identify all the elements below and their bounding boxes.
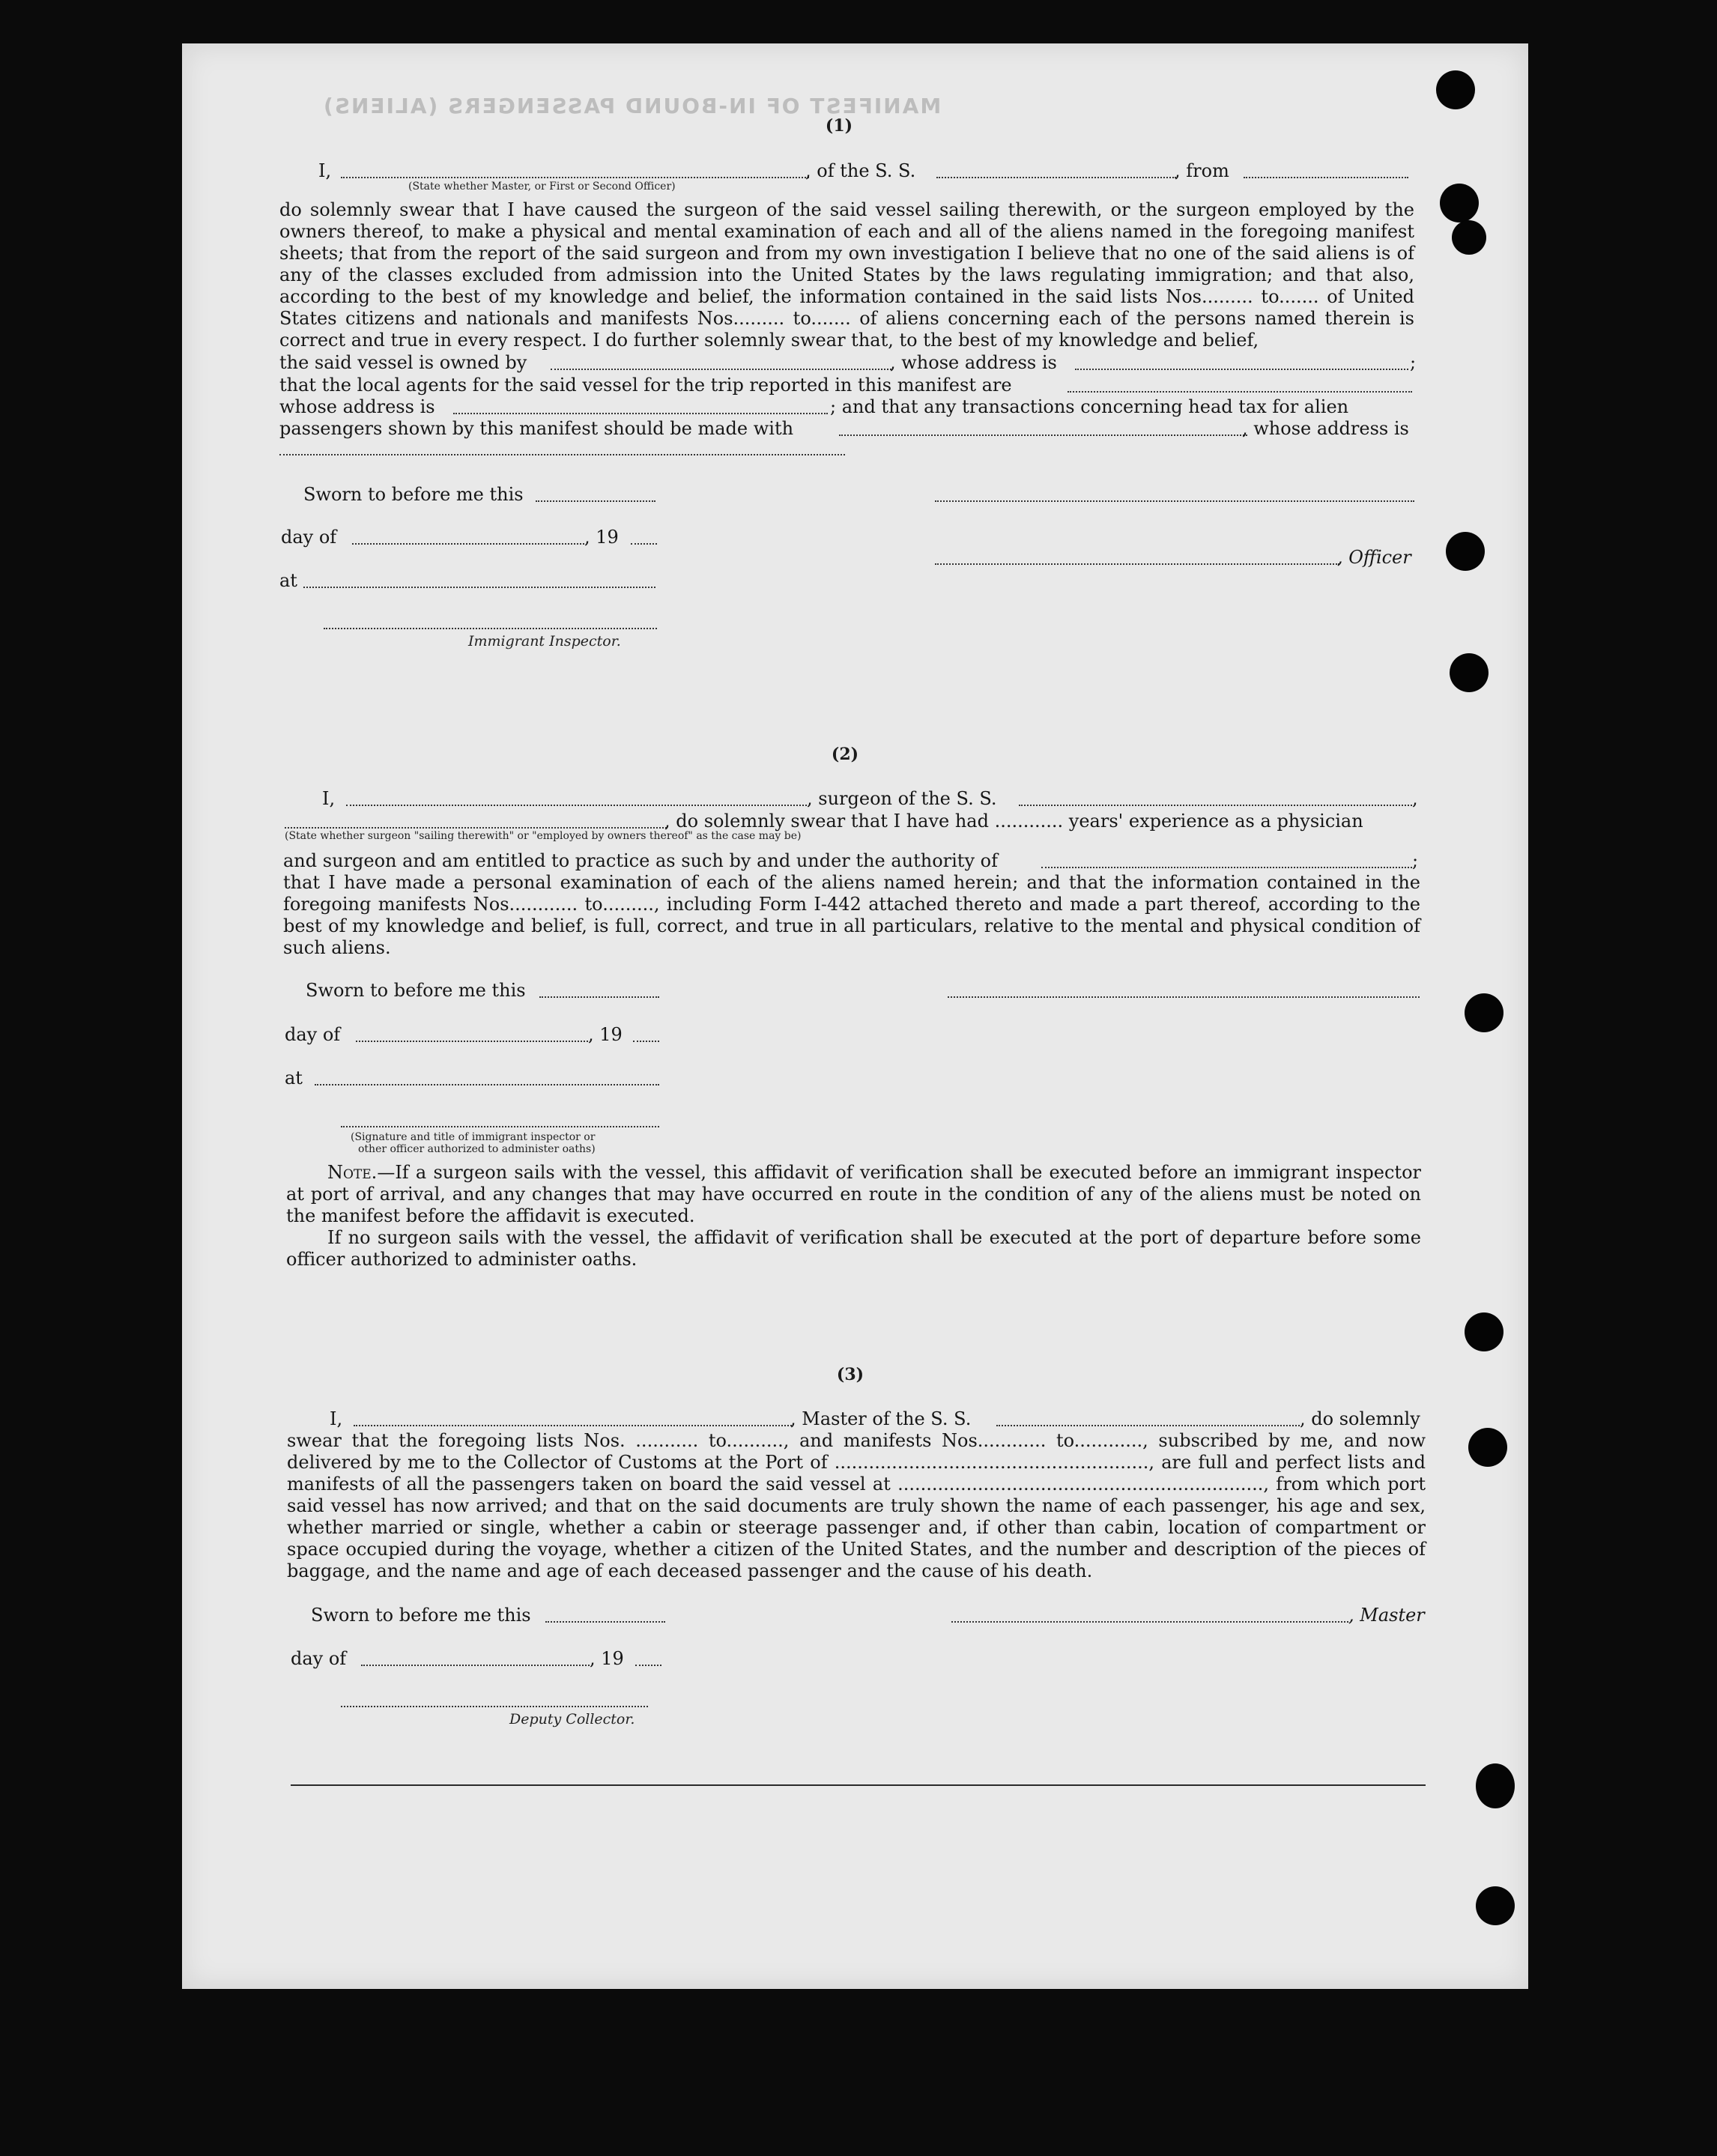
- s2-authority: and surgeon and am entitled to practice as such by and under the authority of: [283, 850, 998, 871]
- s2-year-line: [633, 1041, 659, 1042]
- bleed-through-header: MANIFEST OF IN-BOUND PASSENGERS (ALIENS): [322, 94, 942, 118]
- punch-hole: [1468, 1428, 1507, 1467]
- s2-note-label: Note.: [327, 1162, 378, 1183]
- s2-solemnly: , do solemnly swear that I have had ............ years' experience as a physician: [664, 811, 1363, 832]
- s1-day-of: day of: [281, 527, 337, 548]
- section-3-title: (3): [836, 1365, 864, 1384]
- s2-day-of: day of: [285, 1024, 341, 1045]
- s1-semicolon: ;: [1410, 352, 1417, 373]
- section-2-title: (2): [831, 745, 859, 764]
- s1-nineteen: , 19: [584, 527, 619, 548]
- s1-sworn: Sworn to before me this: [303, 484, 524, 505]
- s2-sig-line: [948, 996, 1420, 998]
- s1-whose-address-2: , whose address is: [1242, 418, 1409, 439]
- s1-head-tax: ; and that any transactions concerning head tax for alien: [830, 396, 1349, 417]
- s1-head-tax-address-line: [279, 454, 845, 455]
- s1-at-line: [303, 587, 655, 588]
- s2-sig-hint-1: (Signature and title of immigrant inspector or: [351, 1131, 596, 1143]
- s3-collector-sig-line: [341, 1706, 648, 1707]
- s3-sworn: Sworn to before me this: [311, 1605, 531, 1626]
- punch-hole: [1446, 532, 1485, 571]
- s1-year-line: [631, 543, 657, 545]
- s3-master-label: , Master: [1348, 1605, 1425, 1626]
- s2-note: [286, 1162, 1421, 1227]
- s1-officer-sig-line-2: [935, 563, 1339, 565]
- s3-sworn-line: [545, 1621, 665, 1623]
- bottom-rule: [291, 1784, 1426, 1786]
- punch-hole: [1465, 993, 1503, 1032]
- s1-officer-label: , Officer: [1337, 547, 1411, 568]
- s1-ship-name-line: [936, 177, 1176, 178]
- s1-owner-address-line: [1075, 369, 1408, 370]
- s3-year-line: [635, 1665, 661, 1666]
- s1-i: I,: [318, 160, 332, 181]
- punch-hole: [1436, 70, 1475, 109]
- s3-i: I,: [330, 1408, 343, 1429]
- s2-surgeon-of: , surgeon of the S. S.: [807, 788, 997, 809]
- s3-body: swear that the foregoing lists Nos. ........... to.........., and manifests Nos............ to............, subscribed by me, and now delivered by me to the Collector of Customs at the Port of ......................................................., are full and perfect lists and manifests of all the passengers taken on board the said vessel at ................................................................, from which port said vessel has now arrived; and that on the said documents are truly shown the name of each passenger, his age and sex, whether married or single, whether a cabin or steerage passenger and, if other than cabin, location of compartment or space occupied during the voyage, whether a citizen of the United States, and the number and description of the pieces of baggage, and the name and age of each deceased passenger and the cause of his death.: [287, 1430, 1426, 1581]
- s2-authority-line: [1041, 867, 1412, 868]
- s2-comma: ,: [1412, 788, 1418, 809]
- s2-sig-hint-2: other officer authorized to administer oaths): [358, 1143, 596, 1155]
- s2-surgeon-name-line: [346, 805, 807, 806]
- s2-day-line: [356, 1041, 588, 1042]
- s3-master-sig-line: [951, 1621, 1348, 1623]
- s3-master-of: , Master of the S. S.: [790, 1408, 972, 1429]
- s1-body: do solemnly swear that I have caused the surgeon of the said vessel sailing therewith, or the surgeon employed by the owners thereof, to make a physical and mental examination of each and all of the aliens named in the foregoing manifest sheets; that from the report of the said surgeon and from my own investigation I believe that no one of the said aliens is of any of the classes excluded from admission into the United States by the laws regulating immigration; and that also, according to the best of my knowledge and belief, the information contained in the said lists Nos......... to....... of United States citizens and nationals and manifests Nos......... to....... of aliens concerning each of the persons named therein is correct and true in every respect. I do further solemnly swear that, to the best of my knowledge and belief,: [279, 199, 1414, 351]
- s1-officer-name-line: [341, 177, 809, 178]
- s2-note-text: —If a surgeon sails with the vessel, this affidavit of verification shall be executed before an immigrant inspector at port of arrival, and any changes that may have occurred en route in the condition of any of the aliens must be noted on the manifest before the affidavit is executed.: [286, 1162, 1421, 1226]
- s1-from-line: [1244, 177, 1408, 178]
- s3-day-of: day of: [291, 1648, 347, 1669]
- punch-hole: [1440, 184, 1479, 222]
- s1-from: , from: [1175, 160, 1229, 181]
- punch-hole: [1465, 1312, 1503, 1351]
- punch-hole: [1476, 1763, 1515, 1808]
- s2-note-2: If no surgeon sails with the vessel, the affidavit of verification shall be executed at the port of departure before some officer authorized to administer oaths.: [286, 1227, 1421, 1270]
- s2-semicolon: ;: [1412, 850, 1419, 871]
- s1-officer-sig-line-1: [935, 500, 1414, 502]
- s3-collector-label: Deputy Collector.: [509, 1711, 635, 1727]
- s2-body: that I have made a personal examination of each of the aliens named herein; and that the information contained in the foregoing manifests Nos............ to........., including Form I-442 attached thereto and made a part thereof, according to the best of my knowledge and belief, is full, correct, and true in all particulars, relative to the mental and physical condition of such aliens.: [283, 872, 1420, 958]
- s3-nineteen: , 19: [590, 1648, 624, 1669]
- s2-nineteen: , 19: [588, 1024, 623, 1045]
- s1-head-tax-line: [839, 434, 1247, 436]
- s1-whose-address: whose address is: [279, 396, 435, 417]
- s2-at: at: [285, 1068, 303, 1088]
- s1-at: at: [279, 570, 297, 591]
- s1-inspector-sig-line: [324, 628, 657, 629]
- s2-surgeon-type-line: [285, 827, 667, 829]
- s1-owner-line: [551, 369, 891, 370]
- s3-solemnly: , do solemnly: [1300, 1408, 1420, 1429]
- s2-at-line: [315, 1084, 659, 1085]
- s2-inspector-sig-line: [341, 1126, 659, 1127]
- s1-inspector-label: Immigrant Inspector.: [468, 633, 621, 649]
- s1-agents-line: [1068, 391, 1412, 393]
- s3-master-name-line: [354, 1425, 792, 1426]
- punch-hole: [1450, 653, 1489, 692]
- s2-i: I,: [322, 788, 336, 809]
- s1-officer-hint: (State whether Master, or First or Second Officer): [408, 181, 676, 193]
- section-1-title: (1): [825, 116, 853, 136]
- s1-agents: that the local agents for the said vessel for the trip reported in this manifest are: [279, 375, 1012, 396]
- s3-ship-line: [996, 1425, 1300, 1426]
- s1-day-line: [352, 543, 584, 545]
- s3-day-line: [361, 1665, 590, 1666]
- s1-of-ss: , of the S. S.: [805, 160, 916, 181]
- punch-hole: [1452, 220, 1486, 255]
- s2-sworn: Sworn to before me this: [306, 980, 526, 1001]
- s1-agents-address-line: [453, 413, 828, 414]
- s1-owner-address-label: , whose address is: [890, 352, 1057, 373]
- s2-sworn-line: [539, 996, 659, 998]
- s1-passengers-shown: passengers shown by this manifest should be made with: [279, 418, 794, 439]
- s2-surgeon-hint: (State whether surgeon "sailing therewith" or "employed by owners thereof" as the case may be): [285, 830, 802, 842]
- s2-ship-line: [1019, 805, 1412, 806]
- s1-sworn-line: [536, 500, 655, 502]
- punch-hole: [1476, 1886, 1515, 1925]
- s1-owned-by: the said vessel is owned by: [279, 352, 527, 373]
